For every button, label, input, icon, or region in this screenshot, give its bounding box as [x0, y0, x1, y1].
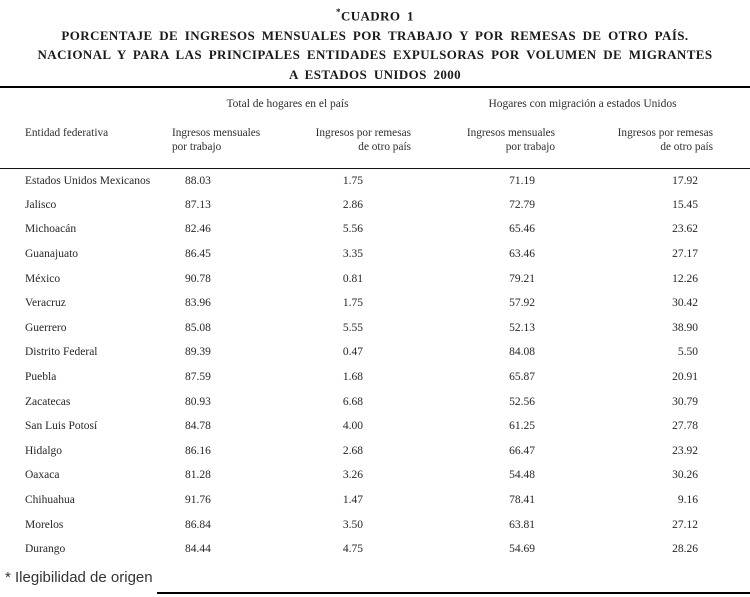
mig-remesas-cell: 9.16	[677, 494, 699, 507]
total-remesas-cell: 1.68	[342, 371, 364, 384]
table-head	[0, 87, 750, 168]
mig-remesas-cell: 23.62	[672, 223, 699, 236]
entidad-cell: Hidalgo	[25, 444, 63, 457]
total-trabajo-cell: 86.45	[185, 248, 211, 261]
group-header-migracion: Hogares con migración a estados Unidos	[488, 98, 677, 110]
table-row	[0, 365, 750, 390]
total-remesas-cell: 4.75	[342, 543, 364, 556]
table-row	[0, 439, 750, 464]
entidad-cell: Durango	[25, 543, 66, 556]
mig-trabajo-cell: 61.25	[509, 420, 536, 433]
mig-remesas-cell: 5.50	[677, 346, 699, 359]
table-row	[0, 488, 750, 513]
total-trabajo-cell: 87.59	[185, 371, 211, 384]
table-row	[0, 316, 750, 341]
entidad-cell: Chihuahua	[25, 494, 75, 507]
mig-trabajo-cell: 78.41	[509, 494, 536, 507]
table-body	[0, 168, 750, 562]
table-row	[0, 266, 750, 291]
table-row	[0, 537, 750, 562]
mig-remesas-cell: 28.26	[672, 543, 699, 556]
entidad-cell: Estados Unidos Mexicanos	[25, 174, 151, 187]
mig-trabajo-cell: 79.21	[509, 272, 536, 285]
total-trabajo-cell: 87.13	[185, 198, 211, 211]
column-header-total-remesas: Ingresos por remesas de otro país	[315, 127, 412, 153]
table-row	[0, 463, 750, 488]
table-row	[0, 512, 750, 537]
entidad-cell: San Luis Potosí	[25, 420, 98, 433]
entidad-cell: México	[25, 272, 61, 285]
mig-remesas-cell: 27.78	[672, 420, 699, 433]
total-trabajo-cell: 91.76	[185, 494, 211, 507]
entidad-cell: Guanajuato	[25, 248, 79, 261]
entidad-cell: Distrito Federal	[25, 346, 98, 359]
total-trabajo-cell: 86.16	[185, 444, 211, 457]
title-asterisk: *	[336, 7, 341, 17]
group-header-total: Total de hogares en el país	[226, 98, 349, 110]
entidad-cell: Guerrero	[25, 321, 67, 334]
total-remesas-cell: 1.75	[342, 174, 364, 187]
total-remesas-cell: 0.81	[342, 272, 364, 285]
total-trabajo-cell: 84.78	[185, 420, 211, 433]
mig-trabajo-cell: 63.81	[509, 518, 536, 531]
mig-trabajo-cell: 54.48	[509, 469, 536, 482]
bottom-rule-divider	[157, 592, 750, 594]
mig-trabajo-cell: 72.79	[509, 198, 536, 211]
mig-remesas-cell: 30.42	[672, 297, 699, 310]
mig-remesas-cell: 30.26	[672, 469, 699, 482]
mig-trabajo-cell: 57.92	[509, 297, 536, 310]
mig-remesas-cell: 27.12	[672, 518, 699, 531]
entidad-cell: Zacatecas	[25, 395, 71, 408]
entidad-cell: Oaxaca	[25, 469, 60, 482]
total-trabajo-cell: 80.93	[185, 395, 211, 408]
entidad-cell: Michoacán	[25, 223, 77, 236]
mig-trabajo-cell: 65.87	[509, 371, 536, 384]
total-remesas-cell: 0.47	[342, 346, 364, 359]
mig-trabajo-cell: 52.56	[509, 395, 536, 408]
column-header-row	[0, 125, 750, 168]
entidad-cell: Jalisco	[25, 198, 57, 211]
total-remesas-cell: 5.56	[342, 223, 364, 236]
group-header-spacer	[0, 87, 160, 125]
total-remesas-cell: 1.75	[342, 297, 364, 310]
mig-trabajo-cell: 71.19	[509, 174, 536, 187]
table-row	[0, 193, 750, 218]
column-header-entidad: Entidad federativa	[25, 127, 109, 139]
total-trabajo-cell: 84.44	[185, 543, 211, 556]
total-remesas-cell: 5.55	[342, 321, 364, 334]
mig-remesas-cell: 30.79	[672, 395, 699, 408]
mig-remesas-cell: 15.45	[672, 198, 699, 211]
table-row	[0, 340, 750, 365]
total-remesas-cell: 3.35	[342, 248, 364, 261]
title-line-2: PORCENTAJE DE INGRESOS MENSUALES POR TRABAJO Y POR REMESAS DE OTRO PAÍS.	[61, 27, 689, 43]
total-trabajo-cell: 86.84	[185, 518, 211, 531]
column-header-mig-remesas: Ingresos por remesas de otro país	[617, 127, 714, 153]
mig-remesas-cell: 17.92	[672, 174, 699, 187]
table-title	[0, 3, 750, 84]
total-trabajo-cell: 88.03	[185, 174, 211, 187]
title-line-4: A ESTADOS UNIDOS 2000	[288, 66, 462, 82]
entidad-cell: Puebla	[25, 371, 57, 384]
mig-trabajo-cell: 65.46	[509, 223, 536, 236]
group-header-row	[0, 87, 750, 125]
mig-remesas-cell: 23.92	[672, 444, 699, 457]
mig-remesas-cell: 38.90	[672, 321, 699, 334]
table-row	[0, 242, 750, 267]
total-remesas-cell: 4.00	[342, 420, 364, 433]
column-header-mig-trabajo: Ingresos mensuales por trabajo	[466, 127, 556, 153]
total-remesas-cell: 2.68	[342, 444, 364, 457]
table-row	[0, 414, 750, 439]
entidad-cell: Morelos	[25, 518, 64, 531]
column-header-total-trabajo: Ingresos mensuales por trabajo	[172, 127, 261, 153]
title-line-1: *CUADRO 1	[336, 7, 414, 24]
mig-trabajo-cell: 66.47	[509, 444, 536, 457]
table-row	[0, 217, 750, 242]
total-trabajo-cell: 85.08	[185, 321, 211, 334]
data-table	[0, 86, 750, 562]
mig-remesas-cell: 27.17	[672, 248, 699, 261]
total-remesas-cell: 1.47	[342, 494, 364, 507]
mig-trabajo-cell: 63.46	[509, 248, 536, 261]
mig-remesas-cell: 20.91	[672, 371, 699, 384]
total-trabajo-cell: 83.96	[185, 297, 211, 310]
total-remesas-cell: 3.26	[342, 469, 364, 482]
mig-remesas-cell: 12.26	[672, 272, 699, 285]
footnote: * Ilegibilidad de origen	[5, 569, 153, 586]
mig-trabajo-cell: 52.13	[509, 321, 536, 334]
mig-trabajo-cell: 84.08	[509, 346, 536, 359]
total-trabajo-cell: 89.39	[185, 346, 211, 359]
total-trabajo-cell: 82.46	[185, 223, 211, 236]
entidad-cell: Veracruz	[25, 297, 66, 310]
table-row	[0, 291, 750, 316]
mig-trabajo-cell: 54.69	[509, 543, 536, 556]
table-row	[0, 389, 750, 414]
table-row	[0, 168, 750, 193]
total-remesas-cell: 6.68	[342, 395, 364, 408]
total-trabajo-cell: 81.28	[185, 469, 211, 482]
total-trabajo-cell: 90.78	[185, 272, 211, 285]
title-line-3: NACIONAL Y PARA LAS PRINCIPALES ENTIDADES EXPULSORAS POR VOLUMEN DE MIGRANTES	[37, 47, 713, 63]
total-remesas-cell: 2.86	[342, 198, 364, 211]
total-remesas-cell: 3.50	[342, 518, 364, 531]
